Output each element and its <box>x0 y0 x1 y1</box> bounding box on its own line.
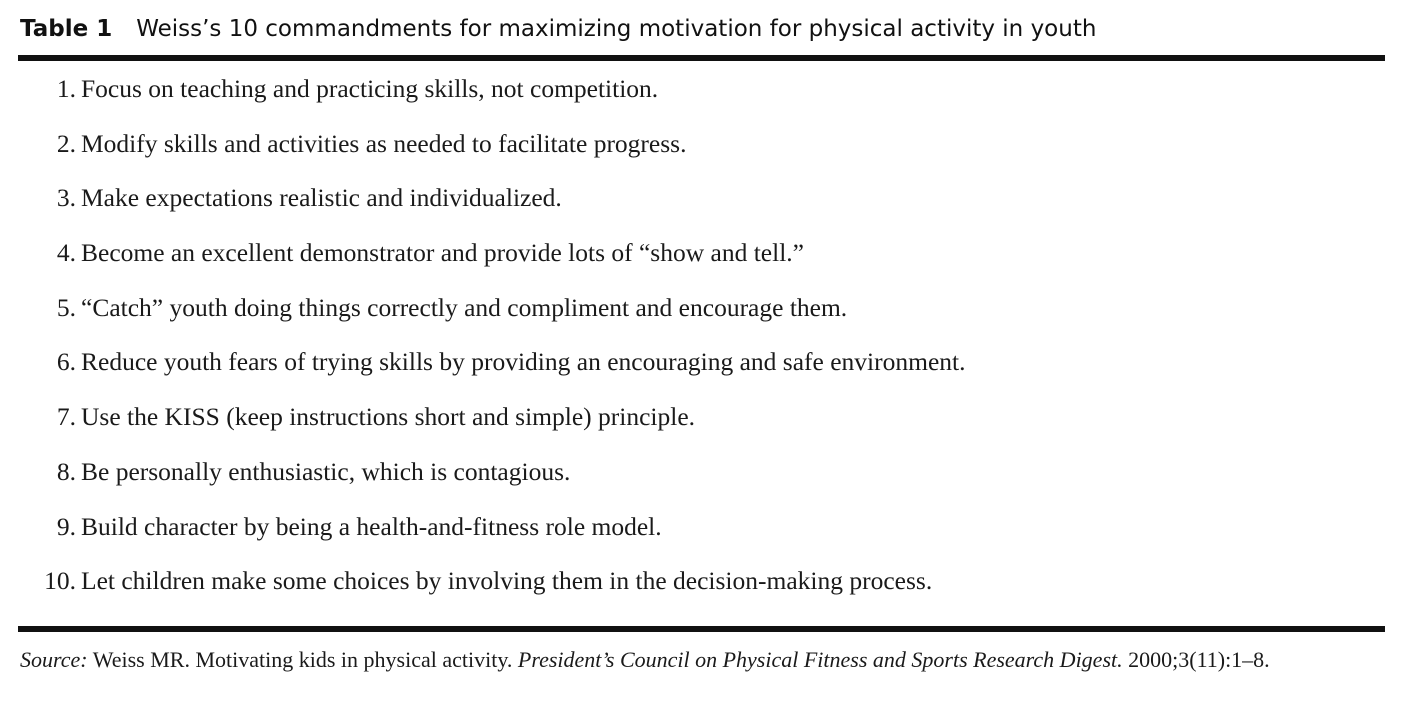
item-number: 7. <box>56 402 76 432</box>
top-rule <box>18 55 1385 61</box>
item-number: 1. <box>56 74 76 103</box>
list-item <box>18 171 1385 226</box>
commandments-list <box>18 62 1385 609</box>
item-number: 10. <box>44 566 76 596</box>
item-number: 6. <box>56 347 76 377</box>
list-item <box>18 445 1385 500</box>
bottom-rule <box>18 626 1385 632</box>
item-number: 5. <box>56 292 76 322</box>
item-text: Build character by being a health-and-fitness role model. <box>81 511 662 541</box>
list-item <box>18 281 1385 336</box>
item-text: Use the KISS (keep instructions short and simple) principle. <box>81 402 696 432</box>
list-item <box>18 390 1385 445</box>
table-title: Weiss’s 10 commandments for maximizing motivation for physical activity in youth <box>136 16 1097 42</box>
item-text: Reduce youth fears of trying skills by providing an encouraging and safe environment. <box>81 347 966 377</box>
list-item <box>18 62 1385 117</box>
list-item <box>18 117 1385 172</box>
source-citation: 2000;3(11):1–8. <box>1128 647 1270 672</box>
table-caption <box>20 16 1096 42</box>
item-number: 8. <box>56 456 76 486</box>
source-journal: President’s Council on Physical Fitness and Sports Research Digest. <box>517 647 1123 672</box>
item-number: 9. <box>56 511 76 541</box>
item-text: Become an excellent demonstrator and provide lots of “show and tell.” <box>81 238 804 268</box>
item-number: 4. <box>56 238 76 268</box>
item-text: Focus on teaching and practicing skills, not competition. <box>81 74 659 103</box>
list-item <box>18 335 1385 390</box>
list-item <box>18 554 1385 609</box>
item-text: Make expectations realistic and individualized. <box>81 183 562 213</box>
item-text: “Catch” youth doing things correctly and compliment and encourage them. <box>81 292 848 322</box>
item-text: Modify skills and activities as needed to facilitate progress. <box>81 128 687 158</box>
item-number: 2. <box>56 128 76 158</box>
list-item <box>18 226 1385 281</box>
item-text: Be personally enthusiastic, which is contagious. <box>81 456 571 486</box>
source-authors-title: Weiss MR. Motivating kids in physical activity. <box>92 647 513 672</box>
item-text: Let children make some choices by involving them in the decision-making process. <box>81 566 933 596</box>
table-source-note <box>20 645 1320 674</box>
table-label: Table 1 <box>20 16 113 42</box>
item-number: 3. <box>56 183 76 213</box>
list-item <box>18 500 1385 555</box>
source-label: Source: <box>20 647 88 672</box>
